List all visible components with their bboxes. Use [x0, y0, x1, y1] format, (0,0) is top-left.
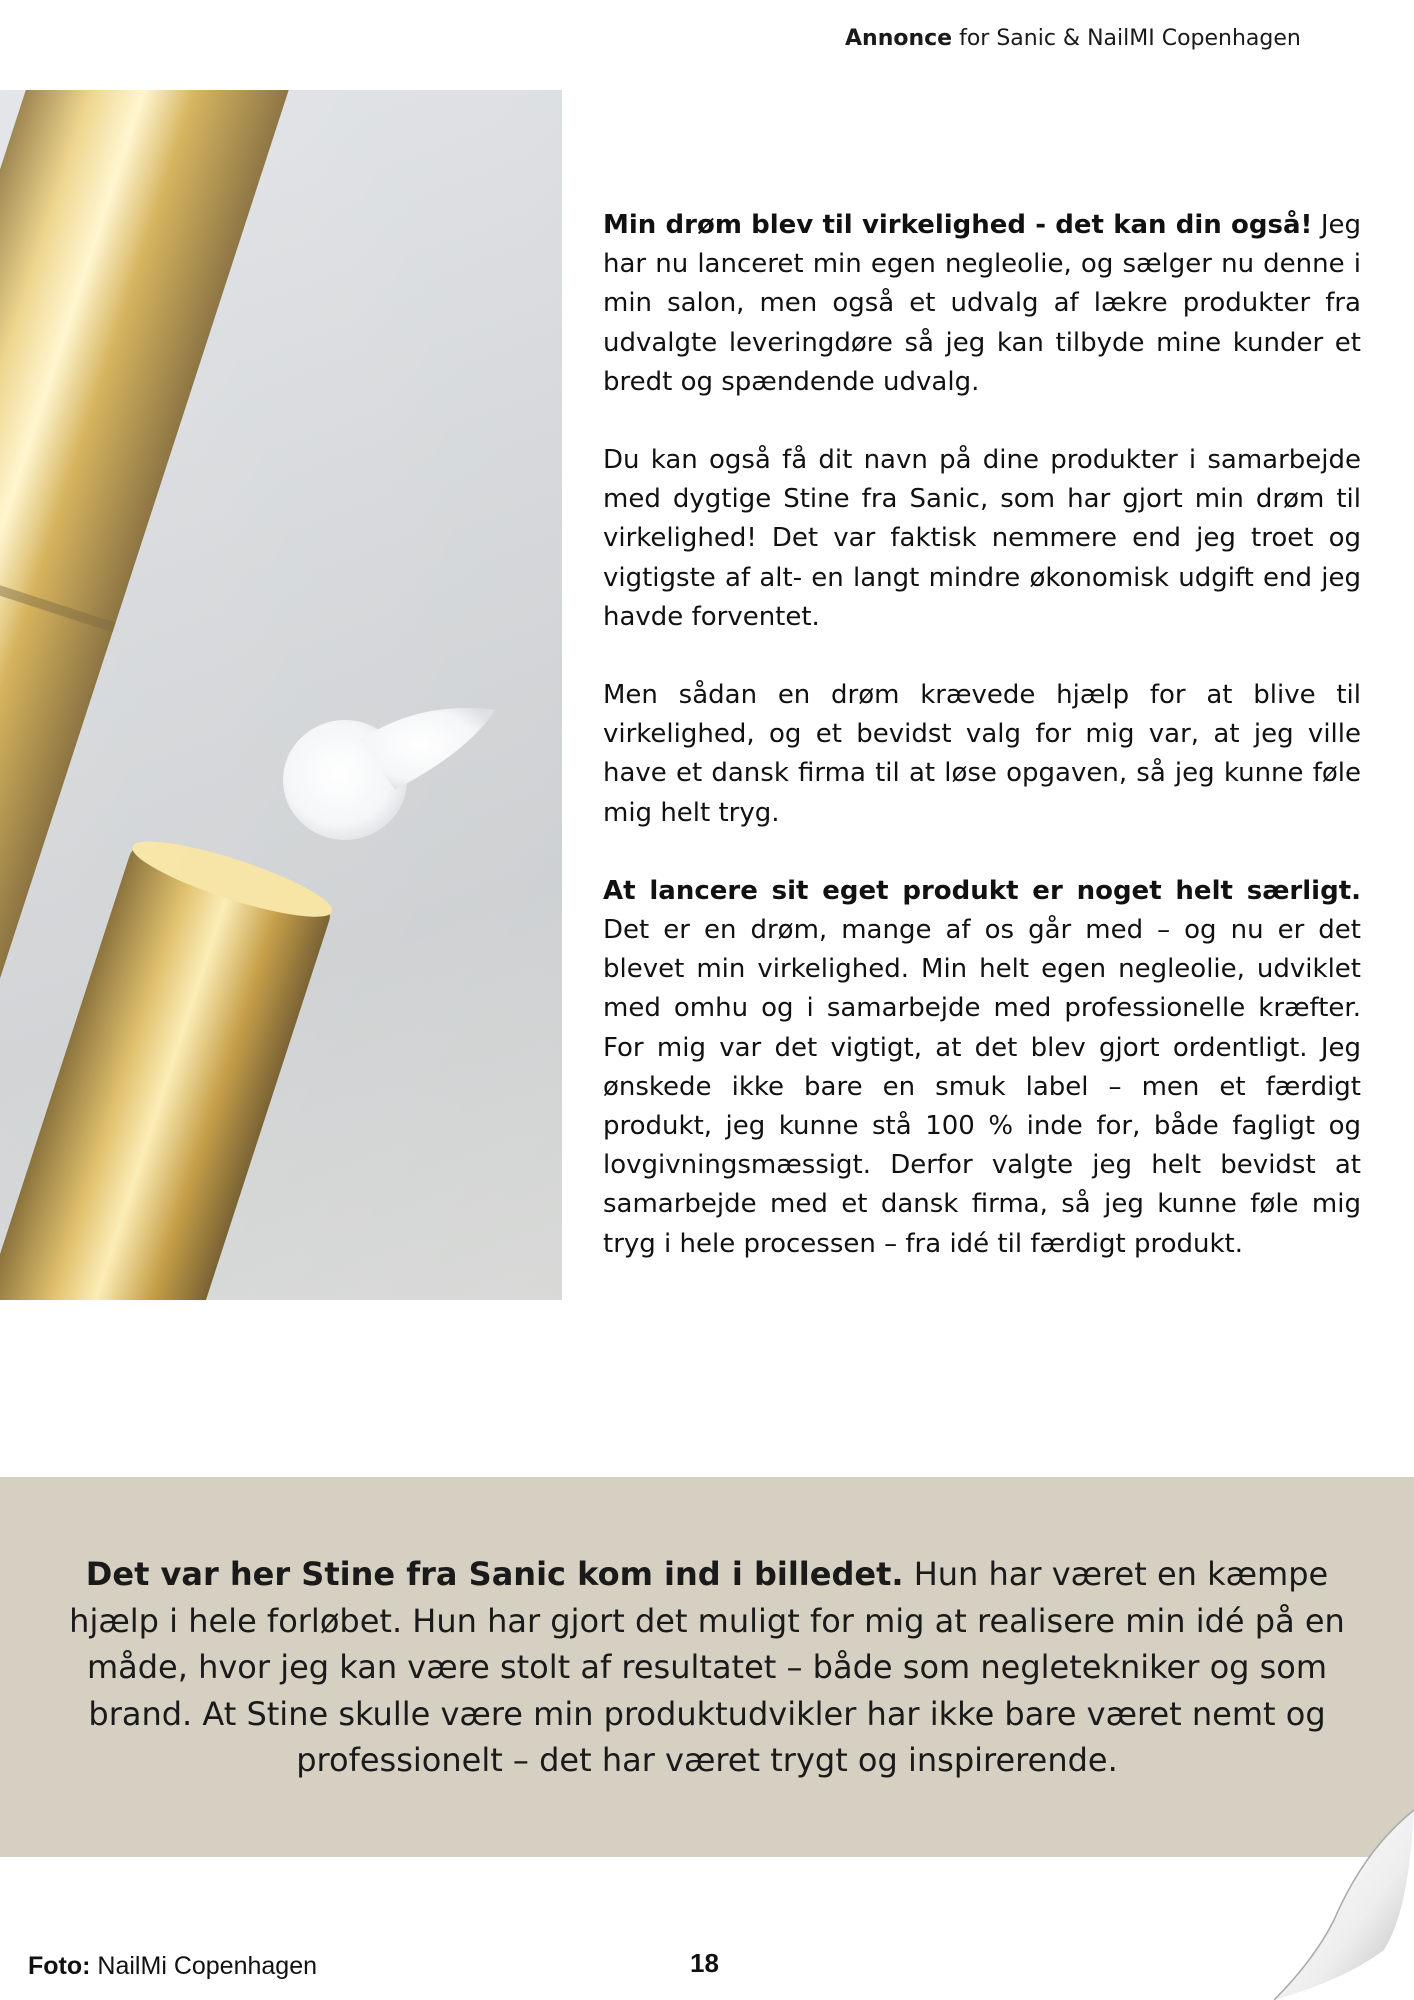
- paragraph-launch: [603, 872, 1361, 1264]
- photo-credit: [28, 1952, 317, 1981]
- paragraph-dream-body: Jeg har nu lanceret min egen negleolie, og sælger nu denne i min salon, men også et udvalg af lækre produkter fra udvalgte leveringdøre så jeg kan tilbyde mine kunder et bredt og spændende udvalg.: [603, 210, 1362, 397]
- photo-credit-name: NailMi Copenhagen: [97, 1952, 318, 1980]
- advertisement-header: [845, 26, 1365, 51]
- paragraph-dream-lead: Min drøm blev til virkelighed - det kan din også!: [603, 210, 1313, 240]
- paragraph-dream: [603, 206, 1361, 402]
- paragraph-danish-company: Men sådan en drøm krævede hjælp for at blive til virkelighed, og et bevidst valg for mig var, at jeg ville have et dansk firma til at løse opgaven, så jeg kunne føle mig helt tryg.: [603, 680, 1361, 828]
- paragraph-launch-lead: At lancere sit eget produkt er noget helt særligt.: [603, 875, 1361, 906]
- quote-band: [0, 1477, 1414, 1857]
- product-photo: [0, 90, 562, 1300]
- advertisement-label: Annonce: [845, 26, 953, 51]
- article-body: [603, 206, 1361, 1264]
- paragraph-launch-body: Det er en drøm, mange af os går med – og nu er det blevet min virkelighed. Min helt egen negleolie, udviklet med omhu og i samarbejde med professionelle kræfter. For mig var det vigtigt, at det blev gjort ordentligt. Jeg ønskede ikke bare en smuk label – men et færdigt produkt, jeg kunne stå 100 % inde for, både fagligt og lovgivningsmæssigt. Derfor valgte jeg helt bevidst at samarbejde med et dansk firma, så jeg kunne føle mig tryg i hele processen – fra idé til færdigt produkt.: [603, 915, 1361, 1259]
- quote-body: Hun har været en kæmpe hjælp i hele forløbet. Hun har gjort det muligt for mig at realisere min idé på en måde, hvor jeg kan være stolt af resultatet – både som negletekniker og som brand. At Stine skulle være min produktudvikler har ikke bare været nemt og professionelt – det har været trygt og inspirerende.: [69, 1555, 1345, 1779]
- page-curl-icon: [1274, 1810, 1414, 2000]
- page-number: 18: [690, 1948, 719, 1978]
- quote-lead: Det var her Stine fra Sanic kom ind i billedet.: [85, 1555, 904, 1593]
- paragraph-own-brand: Du kan også få dit navn på dine produkter i samarbejde med dygtige Stine fra Sanic, som har gjort min drøm til virkelighed! Det var faktisk nemmere end jeg troet og vigtigste af alt- en langt mindre økonomisk udgift end jeg havde forventet.: [603, 445, 1361, 632]
- advertisement-sponsor: for Sanic & NailMI Copenhagen: [959, 26, 1301, 51]
- gold-tubes-illustration: [0, 90, 562, 1300]
- photo-credit-label: Foto:: [28, 1952, 91, 1980]
- quote-text: [62, 1551, 1352, 1784]
